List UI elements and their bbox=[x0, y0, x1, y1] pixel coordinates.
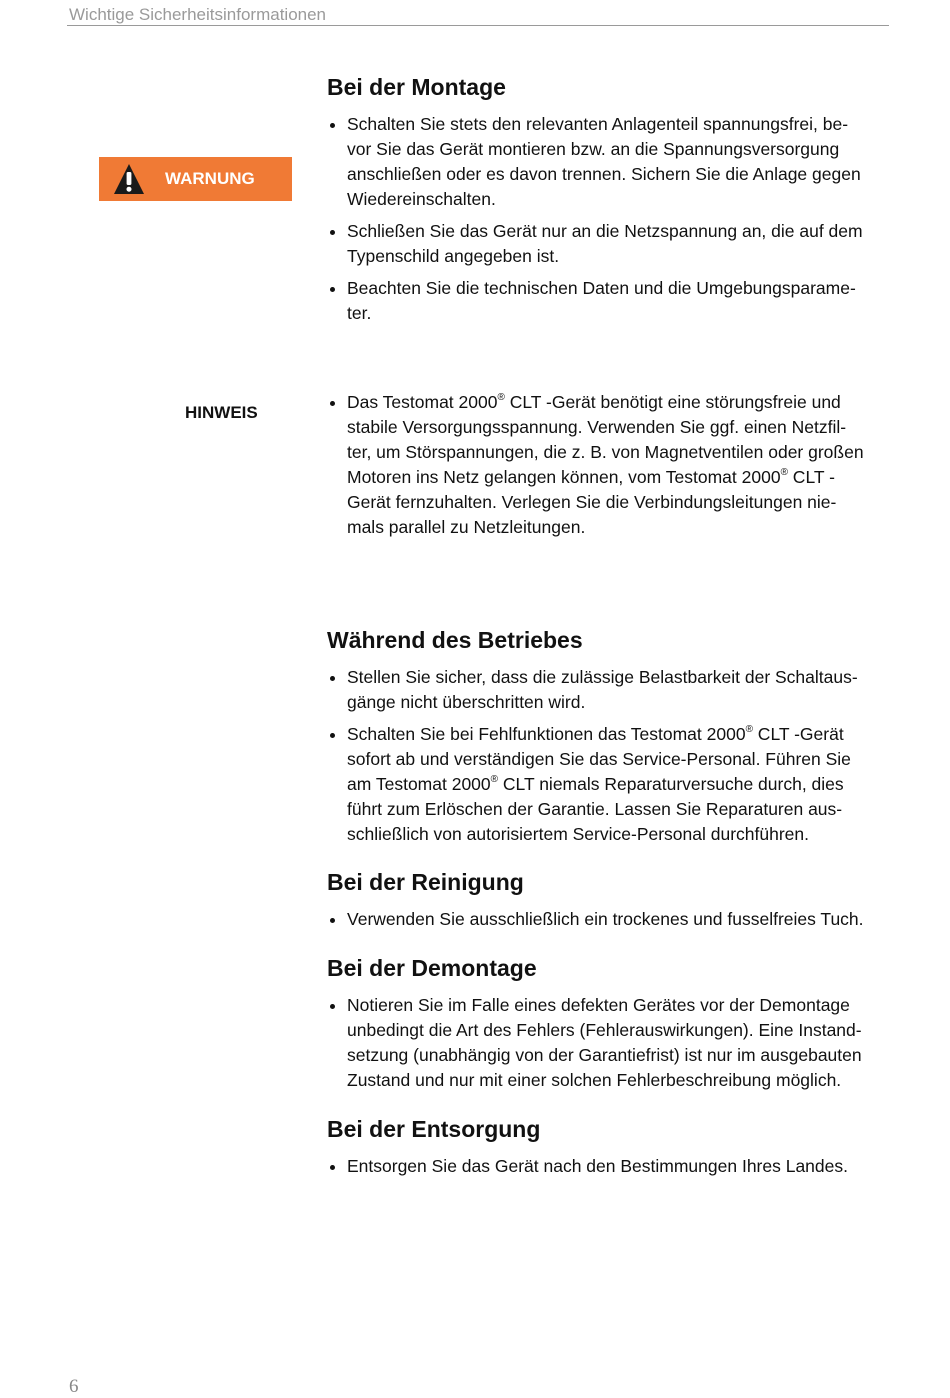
section-heading-reinigung: Bei der Reinigung bbox=[327, 869, 524, 895]
section-heading-betrieb: Während des Betriebes bbox=[327, 627, 583, 653]
warning-triangle-icon bbox=[113, 163, 145, 195]
list-item bbox=[327, 1154, 892, 1179]
registered-mark: ® bbox=[490, 774, 499, 786]
section-betrieb bbox=[327, 625, 892, 854]
entsorgung-list bbox=[327, 1154, 892, 1179]
list-item bbox=[327, 112, 892, 212]
section-entsorgung bbox=[327, 1114, 892, 1186]
section-heading-entsorgung: Bei der Entsorgung bbox=[327, 1116, 541, 1142]
notice-label: HINWEIS bbox=[185, 403, 258, 422]
reinigung-list bbox=[327, 907, 892, 932]
list-item bbox=[327, 993, 892, 1093]
montage-list bbox=[327, 112, 892, 326]
list-item bbox=[327, 907, 892, 932]
text-segment: Schalten Sie bei Fehlfunktionen das Testomat 2000 bbox=[347, 724, 746, 744]
text-segment: Das Testomat 2000 bbox=[347, 392, 498, 412]
text-segment: CLT -Gerät benötigt eine störungsfreie und stabile Versorgungsspannung. Verwenden Sie ggf. einen Netzfil- ter, um Störspannungen, die z. B. von Magnetventilen oder großen Motoren ins Netz gelangen können, vom Testomat 2000 bbox=[347, 392, 864, 487]
warning-label: WARNUNG bbox=[165, 169, 255, 188]
list-item-text: Schalten Sie stets den relevanten Anlagenteil spannungsfrei, be- vor Sie das Gerät montieren bzw. an die Spannungsversorgung anschließen oder es davon trennen. Sichern Sie die Anlage gegen Wiedereinschalten. bbox=[347, 114, 861, 209]
warning-badge bbox=[99, 157, 292, 201]
list-item-text: Entsorgen Sie das Gerät nach den Bestimmungen Ihres Landes. bbox=[347, 1156, 848, 1176]
list-item-text: Verwenden Sie ausschließlich ein trockenes und fusselfreies Tuch. bbox=[347, 909, 864, 929]
list-item-text: Beachten Sie die technischen Daten und die Umgebungsparame- ter. bbox=[347, 278, 856, 323]
running-header: Wichtige Sicherheitsinformationen bbox=[69, 5, 327, 24]
header-divider bbox=[67, 25, 889, 26]
section-demontage bbox=[327, 953, 892, 1100]
list-item-text: Schließen Sie das Gerät nur an die Netzspannung an, die auf dem Typenschild angegeben ist. bbox=[347, 221, 863, 266]
section-heading-demontage: Bei der Demontage bbox=[327, 955, 537, 981]
section-montage bbox=[327, 72, 892, 333]
list-item-text: Notieren Sie im Falle eines defekten Gerätes vor der Demontage unbedingt die Art des Fehlers (Fehlerauswirkungen). Eine Instand- setzung (unabhängig von der Garantiefrist) ist nur im ausgebauten Zustand und nur mit einer solchen Fehlerbeschreibung möglich. bbox=[347, 995, 862, 1090]
list-item bbox=[327, 722, 892, 847]
text-segment: CLT -Gerät sofort ab und verständigen Sie das Service-Personal. Führen Sie am Testomat 2000 bbox=[347, 724, 851, 794]
list-item bbox=[327, 276, 892, 326]
hinweis-list bbox=[327, 390, 892, 540]
section-reinigung bbox=[327, 867, 892, 939]
list-item bbox=[327, 390, 892, 540]
section-heading-montage: Bei der Montage bbox=[327, 74, 506, 100]
demontage-list bbox=[327, 993, 892, 1093]
text-segment: CLT - Gerät fernzuhalten. Verlegen Sie die Verbindungsleitungen nie- mals parallel zu Netzleitungen. bbox=[347, 467, 837, 537]
list-item bbox=[327, 665, 892, 715]
list-item-text: Stellen Sie sicher, dass die zulässige Belastbarkeit der Schaltaus- gänge nicht überschritten wird. bbox=[347, 667, 858, 712]
betrieb-list bbox=[327, 665, 892, 847]
registered-mark: ® bbox=[497, 392, 505, 404]
registered-mark: ® bbox=[745, 724, 753, 736]
page-number: 6 bbox=[69, 1376, 79, 1397]
list-item bbox=[327, 219, 892, 269]
section-hinweis bbox=[327, 390, 892, 547]
text-segment: CLT niemals Reparaturversuche durch, dies führt zum Erlöschen der Garantie. Lassen Sie Reparaturen aus- schließlich von autorisiertem Service-Personal durchführen. bbox=[347, 774, 844, 844]
registered-mark: ® bbox=[780, 467, 788, 479]
